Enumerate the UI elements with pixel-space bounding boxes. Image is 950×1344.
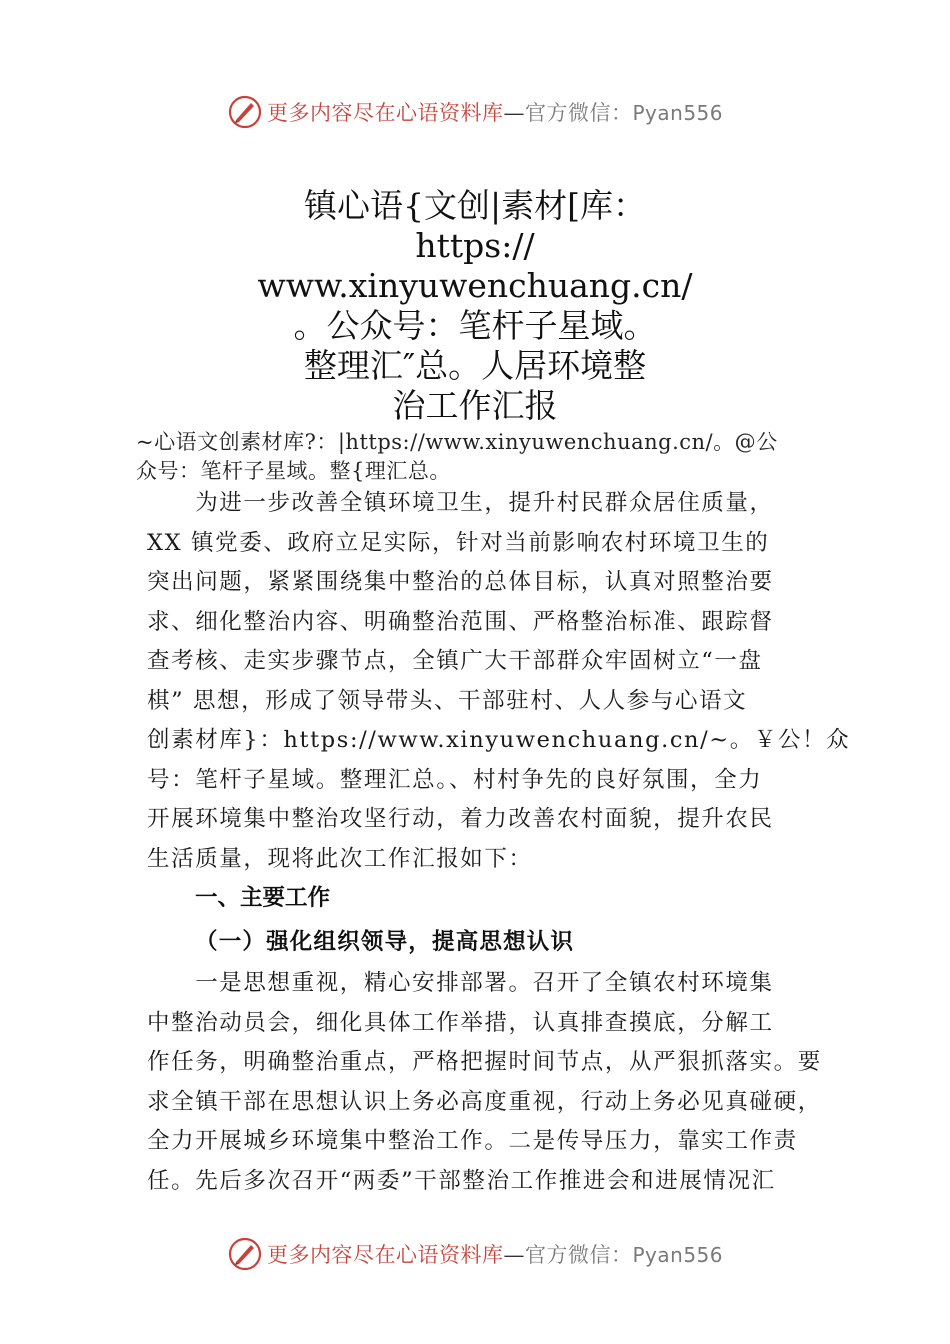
text-line: 突出问题，紧紧围绕集中整治的总体目标，认真对照整治要: [147, 569, 774, 595]
footer-banner: [0, 1234, 950, 1274]
banner-separator: —: [503, 101, 525, 125]
document-title: [150, 186, 800, 426]
text-line: 求、细化整治内容、明确整治范围、严格整治标准、跟踪督: [147, 608, 774, 635]
banner-brand: 更多内容尽在心语资料库: [266, 1243, 504, 1267]
title-line: 治工作汇报: [392, 386, 558, 425]
title-line: www.xinyuwenchuang.cn/: [257, 266, 693, 305]
text-line: 作任务，明确整治重点，严格把握时间节点，从严狠抓落实。要: [147, 1049, 822, 1075]
text-line: 棋” 思想，形成了领导带头、干部驻村、人人参与心语文: [147, 687, 748, 714]
banner-text: [267, 1239, 723, 1269]
source-watermark-text: [136, 428, 836, 486]
work-paragraph: [147, 964, 822, 1201]
text-line: 生活质量，现将此次工作汇报如下：: [147, 845, 533, 872]
title-line: 整理汇″总。人居环境整: [303, 346, 647, 385]
banner-wechat-id: Pyan556: [632, 1243, 723, 1267]
title-line: https://: [415, 226, 535, 265]
banner-wechat-label: 官方微信：: [524, 1243, 633, 1267]
banner-brand: 更多内容尽在心语资料库: [266, 101, 504, 125]
banner-wechat-label: 官方微信：: [524, 101, 633, 125]
subsection-heading: （一）强化组织领导，提高思想认识: [195, 929, 575, 955]
quill-seal-icon: [227, 1236, 263, 1272]
text-line: 求全镇干部在思想认识上务必高度重视，行动上务必见真碰硬，: [147, 1088, 822, 1115]
title-line: 。公众号：笔杆子星域。: [293, 306, 657, 345]
text-line: 任。先后多次召开“两委”干部整治工作推进会和进展情况汇: [147, 1167, 776, 1194]
text-line: 查考核、走实步骤节点，全镇广大干部群众牢固树立“一盘: [147, 648, 763, 674]
banner-wechat-id: Pyan556: [632, 101, 723, 125]
intro-paragraph: [147, 484, 851, 879]
text-line: 一是思想重视，精心安排部署。召开了全镇农村环境集: [147, 970, 774, 996]
text-line: XX 镇党委、政府立足实际，针对当前影响农村环境卫生的: [147, 529, 770, 556]
title-line: 镇心语{文创|素材[库：: [304, 186, 646, 225]
text-line: 开展环境集中整治攻坚行动，着力改善农村面貌，提升农民: [147, 806, 774, 832]
text-line: 中整治动员会，细化具体工作举措，认真排查摸底，分解工: [147, 1009, 774, 1036]
watermark-line: ~心语文创素材库?：|https://www.xinyuwenchuang.cn/。@公: [136, 430, 778, 454]
banner-separator: —: [503, 1243, 525, 1267]
text-line: 创素材库}：https://www.xinyuwenchuang.cn/~。￥公！众: [147, 727, 851, 753]
watermark-line: 众号：笔杆子星域。整{理汇总。: [136, 459, 451, 483]
quill-seal-icon: [227, 94, 263, 130]
header-banner: [0, 92, 950, 132]
section-heading: 一、主要工作: [195, 885, 331, 911]
text-line: 号：笔杆子星域。整理汇总。、村村争先的良好氛围，全力: [147, 766, 763, 793]
text-line: 全力开展城乡环境集中整治工作。二是传导压力，靠实工作责: [147, 1128, 798, 1154]
banner-text: [267, 97, 723, 127]
text-line: 为进一步改善全镇环境卫生，提升村民群众居住质量，: [147, 490, 774, 516]
